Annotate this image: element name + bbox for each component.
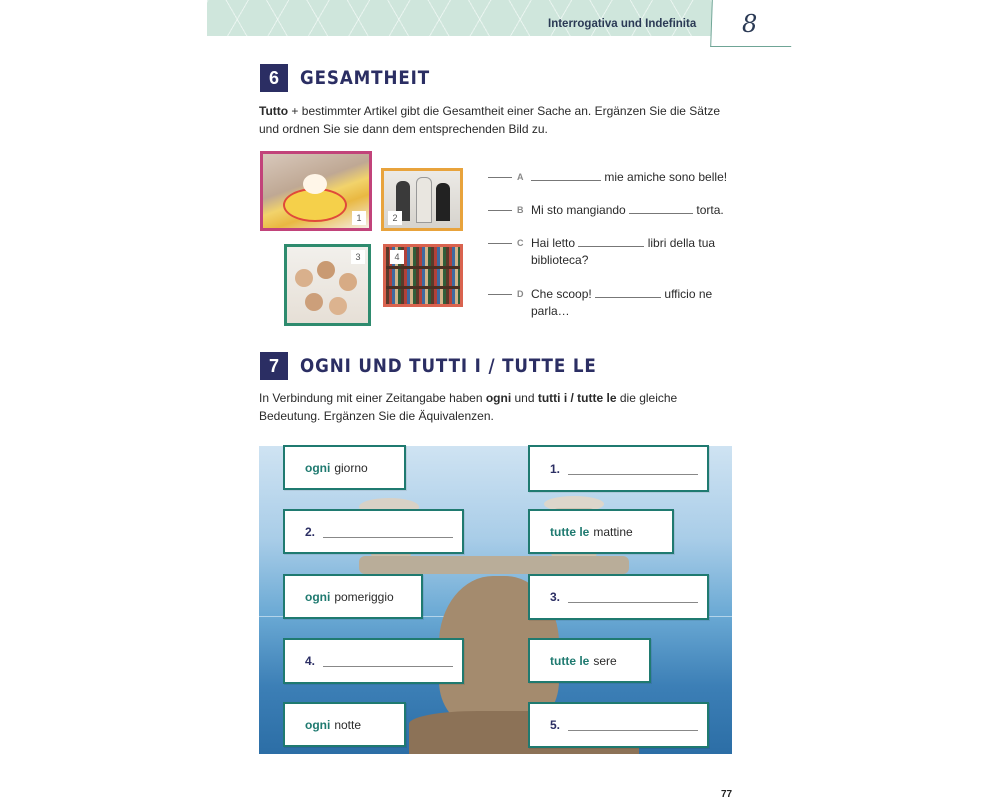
intro-text-line2: Bedeutung. Ergänzen Sie die Äquivalenzen. bbox=[259, 409, 494, 423]
answer-box-1[interactable] bbox=[528, 445, 709, 492]
box-text: giorno bbox=[334, 460, 368, 475]
item-letter: B bbox=[517, 205, 524, 215]
exercise-item-a bbox=[488, 169, 738, 187]
box-text: notte bbox=[334, 717, 362, 732]
item-text: biblioteca? bbox=[531, 253, 589, 267]
item-text: ufficio ne bbox=[664, 287, 713, 301]
intro-text: die gleiche bbox=[616, 391, 678, 405]
equivalence-box bbox=[283, 574, 423, 619]
equivalence-box bbox=[283, 702, 406, 747]
intro-text: In Verbindung mit einer Zeitangabe haben bbox=[259, 391, 486, 405]
box-text: sere bbox=[593, 653, 617, 668]
photo-cake bbox=[260, 151, 372, 231]
item-letter: D bbox=[517, 289, 524, 299]
photo-library bbox=[383, 244, 463, 307]
box-number: 4. bbox=[305, 654, 316, 668]
item-text: torta. bbox=[696, 203, 724, 217]
answer-box-5[interactable] bbox=[528, 702, 709, 748]
photo-number: 3 bbox=[351, 250, 365, 264]
box-text: mattine bbox=[593, 524, 633, 539]
fill-blank[interactable] bbox=[595, 287, 661, 298]
equivalence-box bbox=[283, 445, 406, 490]
answer-line[interactable] bbox=[323, 526, 453, 538]
exercise-item-b bbox=[488, 202, 738, 220]
item-letter: A bbox=[517, 172, 524, 182]
photo-office bbox=[381, 168, 463, 231]
page-number: 77 bbox=[721, 789, 733, 800]
equivalence-box bbox=[528, 509, 674, 554]
section-number: 6 bbox=[260, 64, 288, 92]
section-number: 7 bbox=[260, 352, 288, 380]
section-title: GESAMTHEIT bbox=[300, 67, 431, 89]
photo-number: 2 bbox=[388, 211, 402, 225]
box-text: pomeriggio bbox=[334, 589, 394, 604]
exercise-item-d bbox=[488, 286, 738, 322]
box-keyword: tutte le bbox=[550, 653, 590, 668]
fill-blank[interactable] bbox=[578, 236, 644, 247]
intro-text: und bbox=[511, 391, 538, 405]
section-intro bbox=[259, 389, 729, 425]
photo-number: 4 bbox=[390, 250, 404, 264]
photo-friends bbox=[284, 244, 371, 326]
photo-number: 1 bbox=[352, 211, 366, 225]
box-number: 5. bbox=[550, 718, 561, 732]
exercise-item-c bbox=[488, 235, 738, 271]
chapter-title: Interrogativa und Indefinita bbox=[548, 18, 697, 30]
answer-line[interactable] bbox=[323, 655, 453, 667]
intro-keyword: Tutto bbox=[259, 104, 289, 118]
intro-text: + bestimmter Artikel gibt die Gesamtheit einer Sache an. Ergänzen Sie die Sätze bbox=[288, 104, 720, 118]
box-keyword: ogni bbox=[305, 460, 331, 475]
answer-blank[interactable] bbox=[488, 294, 512, 295]
fill-blank[interactable] bbox=[629, 203, 693, 214]
box-number: 1. bbox=[550, 461, 561, 476]
answer-line[interactable] bbox=[568, 719, 698, 731]
item-text: Mi sto mangiando bbox=[531, 203, 626, 217]
answer-blank[interactable] bbox=[488, 210, 512, 211]
answer-blank[interactable] bbox=[488, 177, 512, 178]
item-letter: C bbox=[517, 238, 524, 248]
answer-box-4[interactable] bbox=[283, 638, 464, 684]
item-text: libri della tua bbox=[647, 236, 716, 250]
box-number: 3. bbox=[550, 590, 561, 604]
intro-keyword: ogni bbox=[485, 391, 512, 405]
item-text: parla… bbox=[531, 304, 570, 318]
answer-blank[interactable] bbox=[488, 243, 512, 244]
box-keyword: tutte le bbox=[550, 524, 590, 539]
answer-box-2[interactable] bbox=[283, 509, 464, 554]
box-keyword: ogni bbox=[305, 717, 331, 732]
fill-blank[interactable] bbox=[531, 170, 601, 181]
section-title: OGNI UND TUTTI I / TUTTE LE bbox=[300, 355, 597, 377]
answer-line[interactable] bbox=[568, 591, 698, 603]
intro-keyword: tutti i / tutte le bbox=[537, 391, 617, 405]
item-text: Hai letto bbox=[531, 236, 576, 250]
item-text: Che scoop! bbox=[531, 287, 592, 301]
item-text: mie amiche sono belle! bbox=[604, 170, 728, 184]
equivalence-box bbox=[528, 638, 651, 683]
box-number: 2. bbox=[305, 524, 316, 539]
section-intro bbox=[259, 102, 729, 138]
answer-box-3[interactable] bbox=[528, 574, 709, 620]
answer-line[interactable] bbox=[568, 463, 698, 475]
intro-text-line2: und ordnen Sie sie dann dem entsprechenden Bild zu. bbox=[259, 122, 548, 136]
box-keyword: ogni bbox=[305, 589, 331, 604]
chapter-number: 8 bbox=[742, 10, 758, 38]
